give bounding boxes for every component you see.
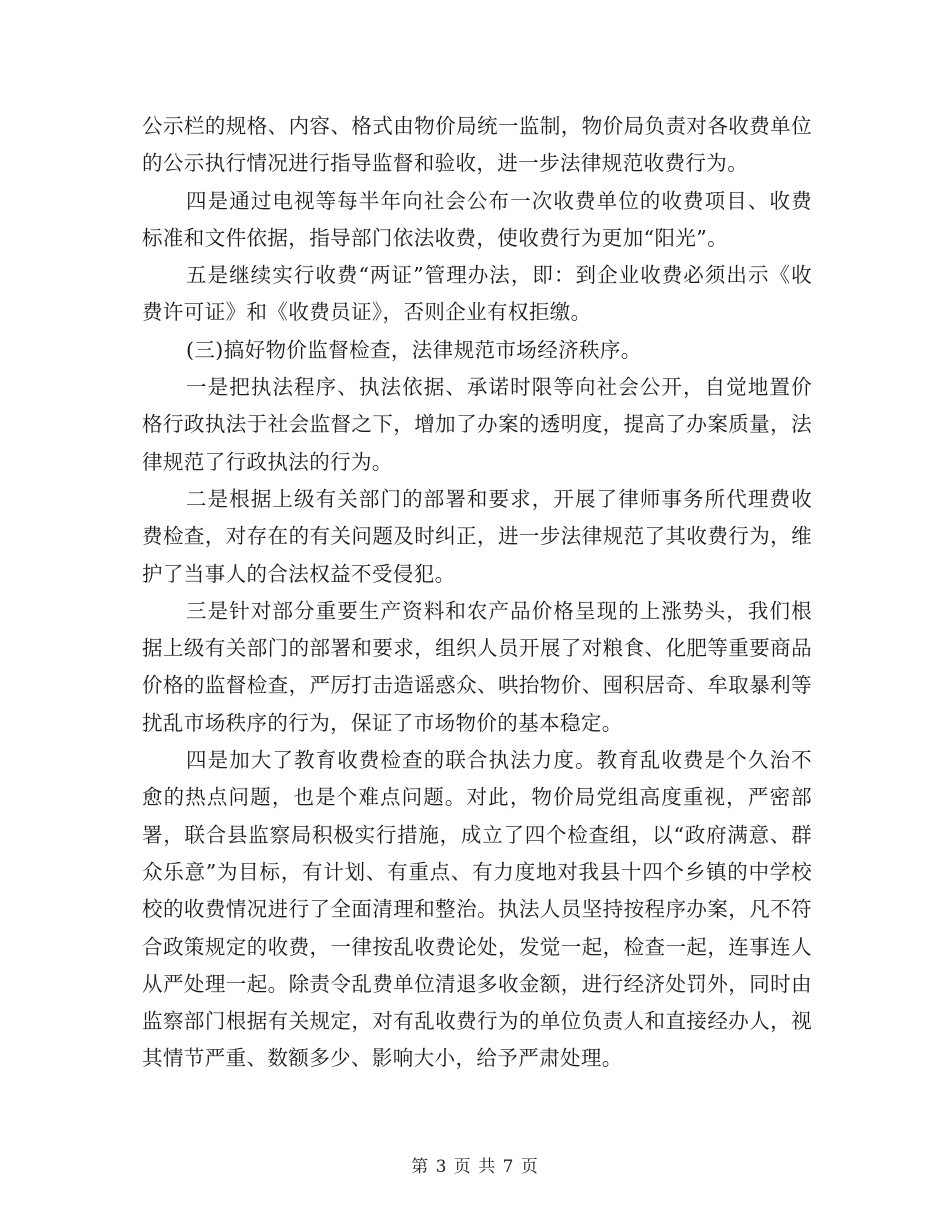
- paragraph-continued: 公示栏的规格、内容、格式由物价局统一监制，物价局负责对各收费单位的公示执行情况进行指导监督和验收，进一步法律规范收费行为。: [142, 114, 812, 176]
- page-number-footer: 第 3 页 共 7 页: [411, 1157, 539, 1177]
- paragraph-item-four-education-fees: 四是加大了教育收费检查的联合执法力度。教育乱收费是个久治不愈的热点问题，也是个难点问题。对此，物价局党组高度重视，严密部署，联合县监察局积极实行措施，成立了四个检查组，以“政府满意、群众乐意”为目标，有计划、有重点、有力度地对我县十四个乡镇的中学校校的收费情况进行了全面清理和整治。执法人员坚持按程序办案，凡不符合政策规定的收费，一律按乱收费论处，发觉一起，检查一起，连事连人从严处理一起。除责令乱费单位清退多收金额，进行经济处罚外，同时由监察部门根据有关规定，对有乱收费行为的单位负责人和直接经办人，视其情节严重、数额多少、影响大小，给予严肃处理。: [142, 748, 812, 1071]
- paragraph-item-one-enforcement: 一是把执法程序、执法依据、承诺时限等向社会公开，自觉地置价格行政执法于社会监督之下，增加了办案的透明度，提高了办案质量，法律规范了行政执法的行为。: [142, 375, 812, 474]
- section-heading-three: (三)搞好物价监督检查，法律规范市场经济秩序。: [186, 337, 642, 362]
- document-body: [142, 108, 812, 1078]
- paragraph-item-two-lawyer-fees: 二是根据上级有关部门的部署和要求，开展了律师事务所代理费收费检查，对存在的有关问题及时纠正，进一步法律规范了其收费行为，维护了当事人的合法权益不受侵犯。: [142, 486, 812, 586]
- paragraph-item-three-price-check: 三是针对部分重要生产资料和农产品价格呈现的上涨势头，我们根据上级有关部门的部署和要求，组织人员开展了对粮食、化肥等重要商品价格的监督检查，严厉打击造谣惑众、哄抬物价、囤积居奇、牟取暴利等扰乱市场秩序的行为，保证了市场物价的基本稳定。: [142, 598, 812, 735]
- paragraph-item-five-certificates: 五是继续实行收费“两证”管理办法，即：到企业收费必须出示《收费许可证》和《收费员证》，否则企业有权拒缴。: [142, 263, 812, 325]
- paragraph-item-four-publicity: 四是通过电视等每半年向社会公布一次收费单位的收费项目、收费标准和文件依据，指导部门依法收费，使收费行为更加“阳光”。: [142, 188, 812, 250]
